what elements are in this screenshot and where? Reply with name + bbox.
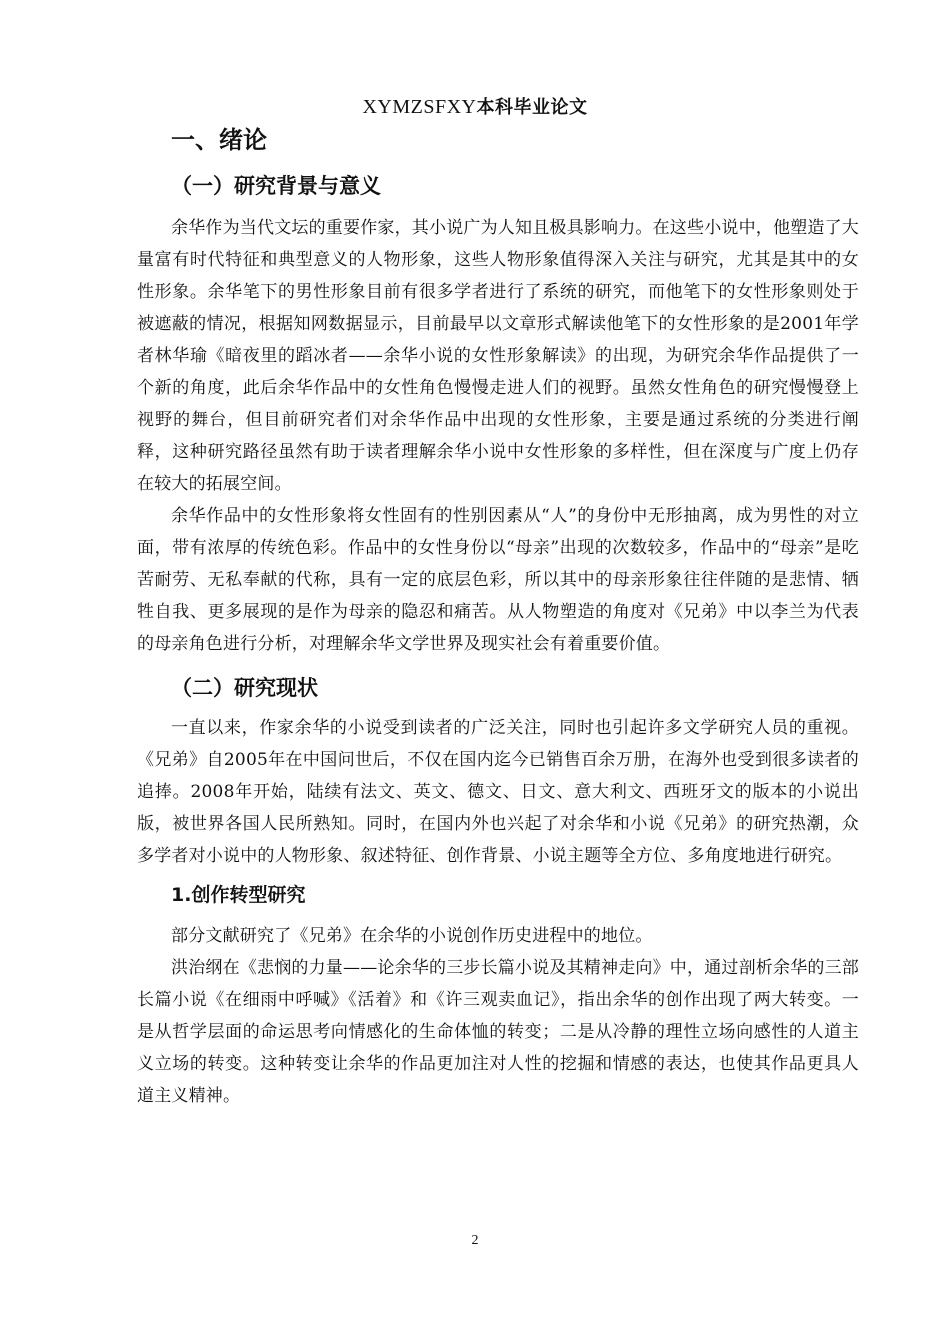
body-paragraph: 余华作为当代文坛的重要作家，其小说广为人知且极具影响力。在这些小说中，他塑造了大量富有时代特征和典型意义的人物形象，这些人物形象值得深入关注与研究，尤其是其中的女性形象。余华笔下的男性形象目前有很多学者进行了系统的研究，而他笔下的女性形象则处于被遮蔽的情况，根据知网数据显示，目前最早以文章形式解读他笔下的女性形象的是2001年学者林华瑜《暗夜里的蹈冰者——余华小说的女性形象解读》的出现，为研究余华作品提供了一个新的角度，此后余华作品中的女性角色慢慢走进人们的视野。虽然女性角色的研究慢慢登上视野的舞台，但目前研究者们对余华作品中出现的女性形象，主要是通过系统的分类进行阐释，这种研究路径虽然有助于读者理解余华小说中女性形象的多样性，但在深度与广度上仍存在较大的拓展空间。	[137, 218, 859, 494]
section-heading-background: （一）研究背景与意义	[171, 174, 381, 198]
header-title: 本科毕业论文	[476, 97, 588, 118]
chapter-heading: 一、绪论	[171, 126, 267, 154]
body-paragraph: 一直以来，作家余华的小说受到读者的广泛关注，同时也引起许多文学研究人员的重视。《兄弟》自2005年在中国问世后，不仅在国内迄今已销售百余万册，在海外也受到很多读者的追捧。2008年开始，陆续有法文、英文、德文、日文、意大利文、西班牙文的版本的小说出版，被世界各国人民所熟知。同时，在国内外也兴起了对余华和小说《兄弟》的研究热潮，众多学者对小说中的人物形象、叙述特征、创作背景、小说主题等全方位、多角度地进行研究。	[137, 718, 859, 866]
header-prefix: XYMZSFXY	[362, 96, 477, 118]
page-header	[0, 93, 950, 119]
document-body	[137, 118, 859, 1112]
section-heading-status: （二）研究现状	[171, 676, 318, 700]
body-paragraph: 洪治纲在《悲悯的力量——论余华的三步长篇小说及其精神走向》中，通过剖析余华的三部长篇小说《在细雨中呼喊》《活着》和《许三观卖血记》，指出余华的创作出现了两大转变。一是从哲学层面的命运思考向情感化的生命体恤的转变；二是从冷静的理性立场向感性的人道主义立场的转变。这种转变让余华的作品更加注对人性的挖掘和情感的表达，也使其作品更具人道主义精神。	[137, 958, 859, 1106]
subsection-heading: 1.创作转型研究	[171, 884, 306, 906]
body-paragraph: 部分文献研究了《兄弟》在余华的小说创作历史进程中的地位。	[171, 926, 653, 946]
body-paragraph: 余华作品中的女性形象将女性固有的性别因素从“人”的身份中无形抽离，成为男性的对立面，带有浓厚的传统色彩。作品中的女性身份以“母亲”出现的次数较多，作品中的“母亲”是吃苦耐劳、无私奉献的代称，具有一定的底层色彩，所以其中的母亲形象往往伴随的是悲情、牺牲自我、更多展现的是作为母亲的隐忍和痛苦。从人物塑造的角度对《兄弟》中以李兰为代表的母亲角色进行分析，对理解余华文学世界及现实社会有着重要价值。	[137, 506, 859, 654]
page-number: 2	[471, 1233, 479, 1248]
